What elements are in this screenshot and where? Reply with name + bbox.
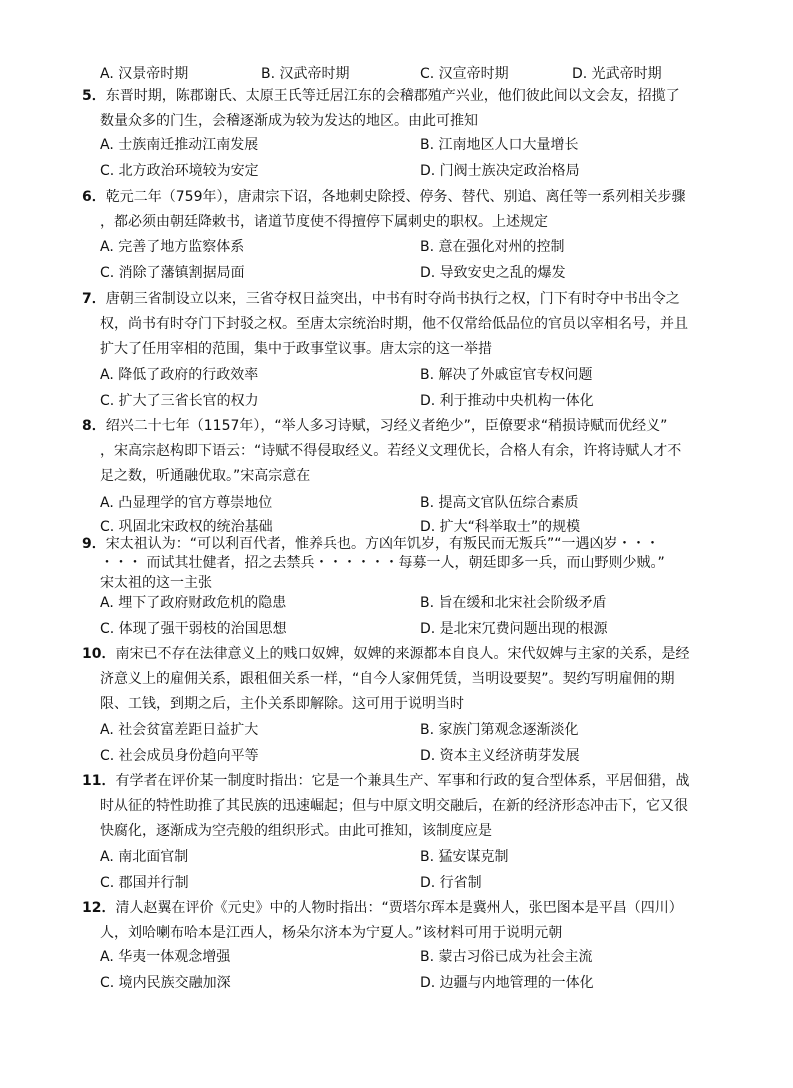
question-8-line-1 <box>82 414 722 439</box>
question-6-line-1 <box>82 185 722 210</box>
option-a: A. 埋下了政府财政危机的隐患 <box>100 595 287 611</box>
option-b: B. 江南地区人口大量增长 <box>420 137 579 153</box>
option-a: A. 士族南迁推动江南发展 <box>100 137 259 153</box>
option-c: C. 北方政治环境较为安定 <box>100 163 259 179</box>
question-text: 时从征的特性助推了其民族的迅速崛起；但与中原文明交融后，在新的经济形态冲击下，它又很 <box>100 798 688 814</box>
question-11 <box>82 769 722 844</box>
question-number: 7． <box>82 291 106 307</box>
q4-option-a: A. 汉景帝时期 <box>100 66 189 82</box>
option-c: C. 体现了强干弱枝的治国思想 <box>100 621 287 637</box>
option-d: D. 扩大“科举取士”的规模 <box>420 519 581 535</box>
question-12 <box>82 896 722 946</box>
option-b: B. 提高文官队伍综合素质 <box>420 495 579 511</box>
option-a: A. 凸显理学的官方尊崇地位 <box>100 495 273 511</box>
question-text: 扩大了任用宰相的范围，集中于政事堂议事。唐太宗的这一举措 <box>100 341 492 357</box>
question-text: 乾元二年（759年），唐肃宗下诏，各地刺史除授、停务、替代、别追、离任等一系列相关步骤 <box>105 189 686 205</box>
option-a: A. 社会贫富差距日益扩大 <box>100 722 259 738</box>
question-10-options <box>100 719 720 769</box>
option-d: D. 导致安史之乱的爆发 <box>420 265 566 281</box>
question-text: ，都必须由朝廷降敕书，诸道节度使不得擅停下属刺史的职权。上述规定 <box>100 214 548 230</box>
question-text: 人，刘哈喇布哈本是江西人，杨朵尔济本为宁夏人。”该材料可用于说明元朝 <box>100 925 563 941</box>
option-b: B. 旨在缓和北宋社会阶级矛盾 <box>420 595 607 611</box>
question-9-options <box>100 592 720 642</box>
q4-option-b: B. 汉武帝时期 <box>261 66 350 82</box>
option-c: C. 巩固北宋政权的统治基础 <box>100 519 273 535</box>
question-text: 足之数，听通融优取。”宋高宗意在 <box>100 468 311 484</box>
option-a: A. 降低了政府的行政效率 <box>100 367 259 383</box>
question-text: 南宋已不存在法律意义上的贱口奴婢，奴婢的来源都本自良人。宋代奴婢与主家的关系，是经 <box>115 646 690 662</box>
question-text: 清人赵翼在评价《元史》中的人物时指出：“贾塔尔珲本是冀州人，张巴图本是平昌（四川） <box>115 900 683 916</box>
question-number: 11． <box>82 773 116 789</box>
question-text: 快腐化，逐渐成为空壳般的组织形式。由此可推知，该制度应是 <box>100 823 492 839</box>
question-5 <box>82 84 722 134</box>
option-b: B. 猛安谋克制 <box>420 849 509 865</box>
option-a: A. 华夷一体观念增强 <box>100 949 231 965</box>
question-number: 12． <box>82 900 116 916</box>
option-c: C. 郡国并行制 <box>100 875 189 891</box>
question-number: 6． <box>82 189 106 205</box>
option-c: C. 消除了藩镇割据局面 <box>100 265 245 281</box>
question-11-options <box>100 846 720 896</box>
question-7-options <box>100 364 720 414</box>
option-a: A. 完善了地方监察体系 <box>100 239 245 255</box>
question-7 <box>82 287 722 362</box>
question-8 <box>82 414 722 489</box>
question-12-line-1 <box>82 896 722 921</box>
question-number: 5． <box>82 88 106 104</box>
question-10-line-1 <box>82 642 722 667</box>
option-b: B. 意在强化对州的控制 <box>420 239 565 255</box>
question-number: 8． <box>82 418 106 434</box>
question-10 <box>82 642 722 717</box>
question-5-line-1 <box>82 84 722 109</box>
option-b: B. 家族门第观念逐渐淡化 <box>420 722 579 738</box>
option-d: D. 资本主义经济萌芽发展 <box>420 748 580 764</box>
question-text: 绍兴二十七年（1157年），“举人多习诗赋，习经义者绝少”，臣僚要求“稍损诗赋而优经义” <box>105 418 668 434</box>
question-12-options <box>100 946 720 996</box>
question-text: 唐朝三省制设立以来，三省夺权日益突出，中书有时夺尚书执行之权，门下有时夺中书出令之 <box>105 291 680 307</box>
question-text: 宋太祖认为：“可以利百代者，惟养兵也。方凶年饥岁，有叛民而无叛兵”“一遇凶岁・・・ <box>105 536 660 552</box>
option-c: C. 扩大了三省长官的权力 <box>100 393 259 409</box>
question-11-line-1 <box>82 769 722 794</box>
question-text: 权，尚书有时夺门下封驳之权。至唐太宗统治时期，他不仅常给低品位的官员以宰相名号，并且 <box>100 316 688 332</box>
question-6 <box>82 185 722 235</box>
option-b: B. 解决了外戚宦官专权问题 <box>420 367 593 383</box>
question-7-line-1 <box>82 287 722 312</box>
question-5-options <box>100 134 720 184</box>
option-d: D. 利于推动中央机构一体化 <box>420 393 594 409</box>
option-d: D. 是北宋冗费问题出现的根源 <box>420 621 608 637</box>
option-b: B. 蒙古习俗已成为社会主流 <box>420 949 593 965</box>
question-text: ・・・ 而试其壮健者，招之去禁兵・・・・・・每募一人，朝廷即多一兵，而山野则少贼。” <box>100 555 665 571</box>
option-d: D. 边疆与内地管理的一体化 <box>420 975 594 991</box>
q4-options <box>100 63 720 85</box>
question-number: 10． <box>82 646 116 662</box>
question-text: 东晋时期，陈郡谢氏、太原王氏等迁居江东的会稽郡殖产兴业，他们彼此间以文会友，招揽了 <box>105 88 680 104</box>
option-c: C. 社会成员身份趋向平等 <box>100 748 259 764</box>
question-text: 限、工钱，到期之后，主仆关系即解除。这可用于说明当时 <box>100 696 464 712</box>
question-9 <box>82 534 722 593</box>
option-d: D. 门阀士族决定政治格局 <box>420 163 580 179</box>
question-text: 宋太祖的这一主张 <box>100 575 212 591</box>
question-text: 有学者在评价某一制度时指出：它是一个兼具生产、军事和行政的复合型体系，平居佃猎，战 <box>115 773 690 789</box>
question-6-options <box>100 236 720 286</box>
question-text: ，宋高宗赵构即下语云：“诗赋不得侵取经义。若经义文理优长，合格人有余，许将诗赋人才不 <box>100 443 682 459</box>
q4-option-c: C. 汉宣帝时期 <box>420 66 509 82</box>
q4-option-d: D. 光武帝时期 <box>572 66 662 82</box>
question-9-line-1 <box>82 534 722 554</box>
option-d: D. 行省制 <box>420 875 482 891</box>
question-text: 济意义上的雇佣关系，跟租佃关系一样，“自今人家佣凭赁，当明设要契”。契约写明雇佣的期 <box>100 671 675 687</box>
question-number: 9． <box>82 536 106 552</box>
option-c: C. 境内民族交融加深 <box>100 975 231 991</box>
option-a: A. 南北面官制 <box>100 849 189 865</box>
question-text: 数量众多的门生，会稽逐渐成为较为发达的地区。由此可推知 <box>100 113 478 129</box>
